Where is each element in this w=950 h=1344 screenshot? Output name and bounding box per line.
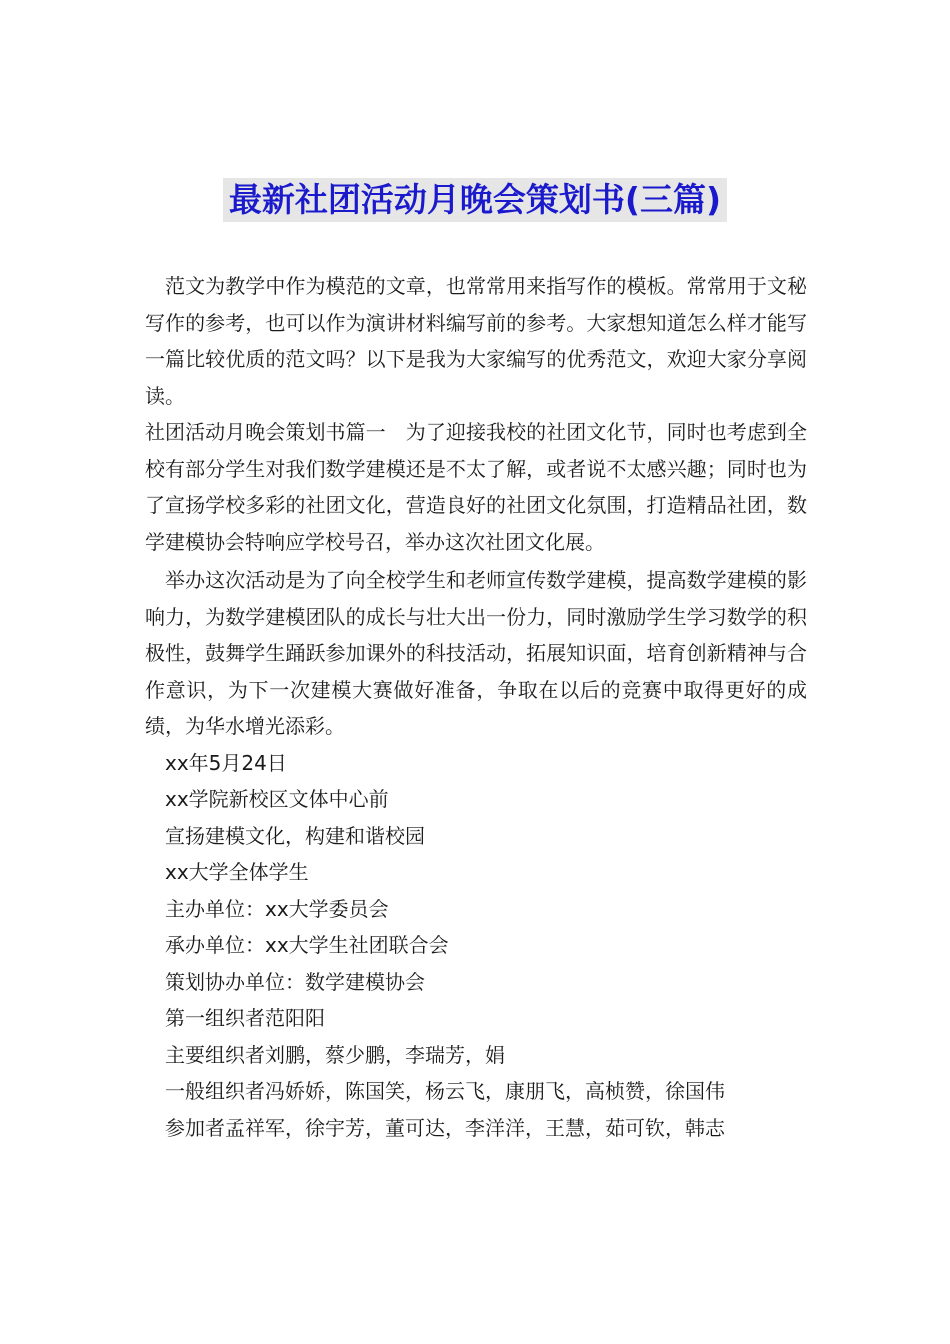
event-organizer: 承办单位：xx大学生社团联合会: [165, 933, 449, 957]
event-theme: 宣扬建模文化，构建和谐校园: [165, 823, 425, 848]
event-co-organizer: 策划协办单位：数学建模协会: [165, 969, 425, 994]
event-host: 主办单位：xx大学委员会: [165, 896, 389, 921]
purpose-paragraph: 举办这次活动是为了向全校学生和老师宣传数学建模，提高数学建模的影响力，为数学建模团队的成长与壮大出一份力，同时激励学生学习数学的积极性，鼓舞学生踊跃参加课外的科技活动，拓展知识面，培育创新精神与合作意识，为下一次建模大赛做好准备，争取在以后的竞赛中取得更好的成绩，为华水增光添彩。: [145, 568, 807, 738]
section-one-paragraph: 社团活动月晚会策划书篇一 为了迎接我校的社团文化节，同时也考虑到全校有部分学生对我们数学建模还是不太了解，或者说不太感兴趣；同时也为了宣扬学校多彩的社团文化，营造良好的社团文化氛围，打造精品社团，数学建模协会特响应学校号召，举办这次社团文化展。: [145, 420, 807, 554]
title-container: [0, 178, 950, 222]
event-location: xx学院新校区文体中心前: [165, 787, 389, 811]
document-body: [145, 268, 807, 1146]
participants: 参加者孟祥军，徐宇芳，董可达，李洋洋，王慧，茹可钦，韩志: [165, 1115, 725, 1140]
event-date: xx年5月24日: [165, 750, 287, 775]
first-organizer: 第一组织者范阳阳: [165, 1006, 325, 1030]
main-organizers: 主要组织者刘鹏，蔡少鹏，李瑞芳，娟: [165, 1042, 505, 1067]
general-organizers: 一般组织者冯娇娇，陈国笑，杨云飞，康朋飞，高桢赞，徐国伟: [165, 1079, 725, 1103]
event-audience: xx大学全体学生: [165, 860, 309, 884]
document-title: 最新社团活动月晚会策划书(三篇): [223, 178, 727, 222]
intro-paragraph: 范文为教学中作为模范的文章，也常常用来指写作的模板。常常用于文秘写作的参考，也可以作为演讲材料编写前的参考。大家想知道怎么样才能写一篇比较优质的范文吗？以下是我为大家编写的优秀范文，欢迎大家分享阅读。: [145, 274, 807, 408]
